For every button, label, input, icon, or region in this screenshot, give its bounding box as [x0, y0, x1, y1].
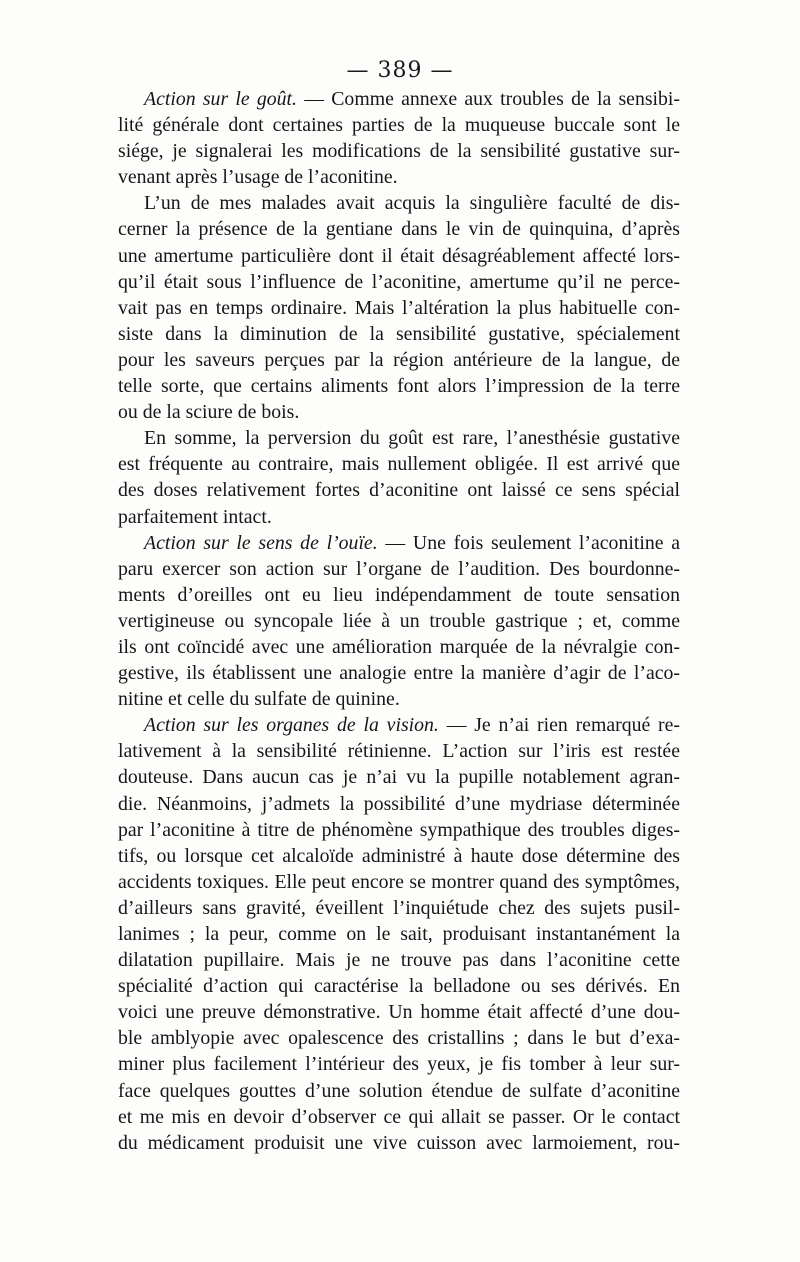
- section-heading: Action sur le goût.: [144, 88, 297, 110]
- text-segment: et me mis en devoir d’observer ce qui allait se passer. Or le contact: [118, 1105, 680, 1128]
- text-segment: douteuse. Dans aucun cas je n’ai vu la pupille notablement agran-: [118, 766, 680, 789]
- text-segment: accidents toxiques. Elle peut encore se montrer quand des symptômes,: [118, 870, 680, 893]
- text-line: [118, 504, 680, 530]
- text-segment: ble amblyopie avec opalescence des cristallins ; dans le but d’exa-: [118, 1027, 680, 1050]
- text-segment: siste dans la diminution de la sensibilité gustative, spécialement: [118, 322, 680, 345]
- text-segment: qu’il était sous l’influence de l’aconitine, amertume qu’il ne perce-: [118, 270, 680, 293]
- text-line: [118, 634, 680, 660]
- text-line: [118, 112, 680, 138]
- text-segment: venant après l’usage de l’aconitine.: [118, 166, 398, 189]
- text-line: [118, 190, 680, 216]
- text-line: [118, 582, 680, 608]
- text-line: [118, 86, 680, 112]
- text-body: [118, 86, 680, 1156]
- text-segment: parfaitement intact.: [118, 505, 272, 528]
- text-line: [118, 712, 680, 738]
- text-line: [118, 164, 680, 190]
- text-line: [118, 1130, 680, 1156]
- text-line: [118, 556, 680, 582]
- text-line: [118, 869, 680, 895]
- text-line: [118, 321, 680, 347]
- text-segment: face quelques gouttes d’une solution étendue de sulfate d’aconitine: [118, 1079, 680, 1102]
- text-segment: pour les saveurs perçues par la région antérieure de la langue, de: [118, 348, 680, 371]
- text-line: [118, 1051, 680, 1077]
- text-line: [118, 399, 680, 425]
- text-line: [118, 477, 680, 503]
- text-line: [118, 764, 680, 790]
- text-segment: nitine et celle du sulfate de quinine.: [118, 688, 400, 711]
- text-segment: du médicament produisit une vive cuisson avec larmoiement, rou-: [118, 1131, 680, 1154]
- text-segment: par l’aconitine à titre de phénomène sympathique des troubles diges-: [118, 818, 680, 841]
- text-segment: — Une fois seulement l’aconitine a: [377, 531, 680, 554]
- text-segment: ils ont coïncidé avec une amélioration marquée de la névralgie con-: [118, 635, 680, 658]
- text-segment: ments d’oreilles ont eu lieu indépendamment de toute sensation: [118, 583, 680, 606]
- text-segment: lativement à la sensibilité rétinienne. L’action sur l’iris est restée: [118, 740, 680, 763]
- text-segment: dilatation pupillaire. Mais je ne trouve pas dans l’aconitine cette: [118, 949, 680, 972]
- text-segment: des doses relativement fortes d’aconitine ont laissé ce sens spécial: [118, 479, 680, 502]
- text-line: [118, 921, 680, 947]
- text-line: [118, 347, 680, 373]
- text-segment: — Je n’ai rien remarqué re-: [438, 714, 680, 737]
- text-segment: ou de la sciure de bois.: [118, 401, 300, 424]
- text-line: [118, 999, 680, 1025]
- text-segment: miner plus facilement l’intérieur des yeux, je fis tomber à leur sur-: [118, 1053, 680, 1076]
- text-line: [118, 530, 680, 556]
- text-line: [118, 738, 680, 764]
- text-line: [118, 817, 680, 843]
- text-line: [118, 425, 680, 451]
- text-segment: une amertume particulière dont il était désagréablement affecté lors-: [118, 244, 680, 267]
- text-segment: die. Néanmoins, j’admets la possibilité d’une mydriase déterminée: [118, 792, 680, 815]
- text-line: [118, 373, 680, 399]
- section-heading: Action sur le sens de l’ouïe.: [144, 531, 378, 554]
- text-segment: vertigineuse ou syncopale liée à un trouble gastrique ; et, comme: [118, 609, 680, 632]
- text-line: [118, 1078, 680, 1104]
- text-segment: spécialité d’action qui caractérise la belladone ou ses dérivés. En: [118, 975, 680, 998]
- text-line: [118, 791, 680, 817]
- text-line: [118, 947, 680, 973]
- text-line: [118, 973, 680, 999]
- text-segment: En somme, la perversion du goût est rare, l’anesthésie gustative: [144, 427, 680, 450]
- text-segment: d’ailleurs sans gravité, éveillent l’inquiétude chez des sujets pusil-: [118, 896, 680, 919]
- text-line: [118, 843, 680, 869]
- text-segment: siége, je signalerai les modifications de la sensibilité gustative sur-: [118, 140, 680, 163]
- text-segment: — Comme annexe aux troubles de la sensibi-: [297, 88, 680, 110]
- text-line: [118, 243, 680, 269]
- text-line: [118, 660, 680, 686]
- text-segment: paru exercer son action sur l’organe de l’audition. Des bourdonne-: [118, 557, 680, 580]
- text-segment: telle sorte, que certains aliments font alors l’impression de la terre: [118, 375, 680, 398]
- text-line: [118, 608, 680, 634]
- text-line: [118, 138, 680, 164]
- text-line: [118, 686, 680, 712]
- text-line: [118, 216, 680, 242]
- text-line: [118, 1025, 680, 1051]
- text-line: [118, 895, 680, 921]
- text-segment: L’un de mes malades avait acquis la singulière faculté de dis-: [144, 192, 680, 215]
- text-line: [118, 1104, 680, 1130]
- text-line: [118, 269, 680, 295]
- text-segment: lité générale dont certaines parties de la muqueuse buccale sont le: [118, 114, 680, 137]
- text-segment: voici une preuve démonstrative. Un homme était affecté d’une dou-: [118, 1001, 680, 1024]
- text-segment: vait pas en temps ordinaire. Mais l’altération la plus habituelle con-: [118, 296, 680, 319]
- text-segment: lanimes ; la peur, comme on le sait, produisant instantanément la: [118, 923, 680, 945]
- section-heading: Action sur les organes de la vision.: [144, 714, 439, 737]
- text-line: [118, 451, 680, 477]
- text-segment: est fréquente au contraire, mais nullement obligée. Il est arrivé que: [118, 453, 680, 476]
- page-number: — 389 —: [346, 58, 454, 83]
- text-segment: gestive, ils établissent une analogie entre la manière d’agir de l’aco-: [118, 662, 680, 685]
- text-segment: tifs, ou lorsque cet alcaloïde administré à haute dose détermine des: [118, 844, 680, 867]
- text-segment: cerner la présence de la gentiane dans le vin de quinquina, d’après: [118, 218, 680, 241]
- text-line: [118, 295, 680, 321]
